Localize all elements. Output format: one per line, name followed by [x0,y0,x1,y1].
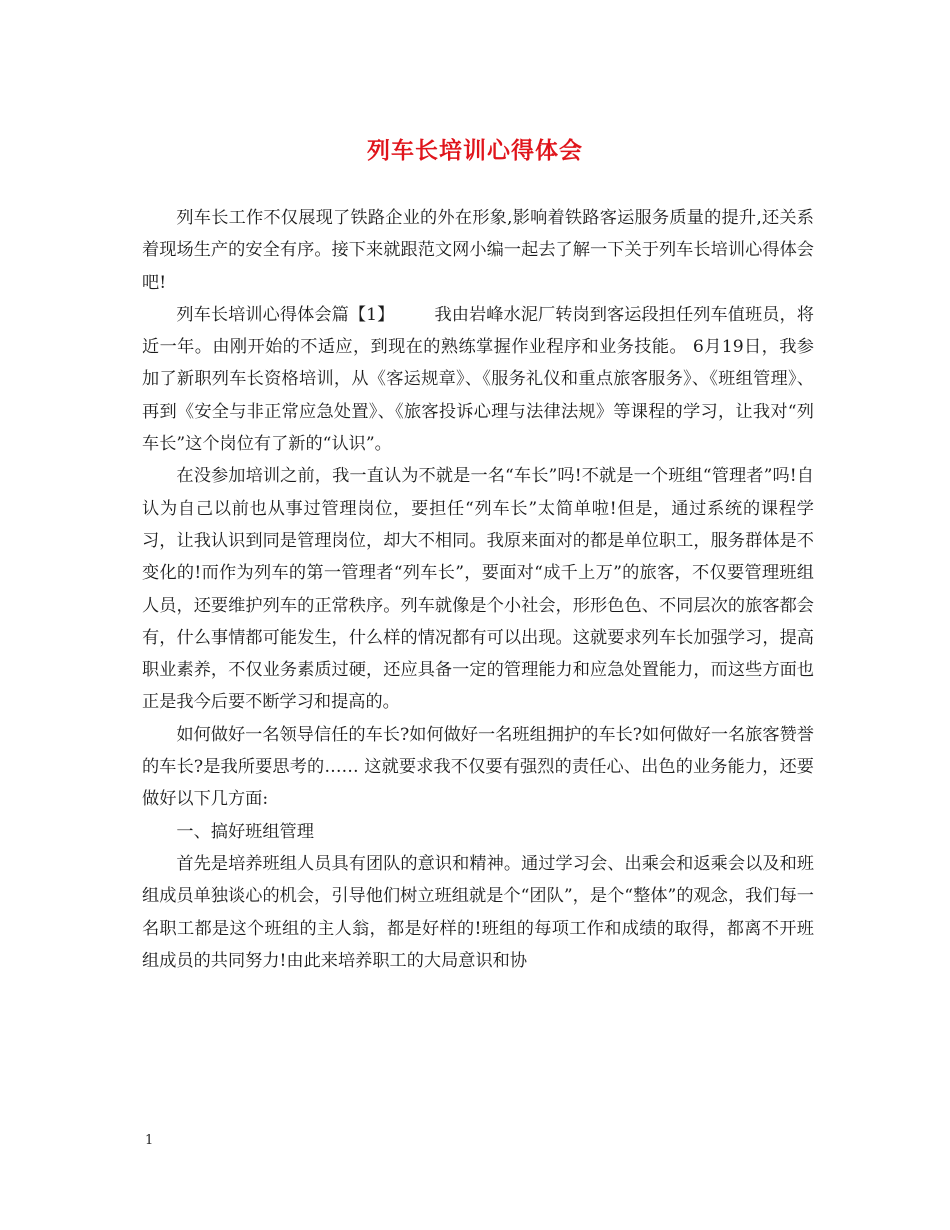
document-title: 列车长培训心得体会 [367,137,583,164]
document-body [142,202,814,977]
paragraph-intro: 列车长工作不仅展现了铁路企业的外在形象,影响着铁路客运服务质量的提升,还关系着现场生产的安全有序。接下来就跟范文网小编一起去了解一下关于列车长培训心得体会吧! [142,208,814,293]
paragraph-questions: 如何做好一名领导信任的车长?如何做好一名班组拥护的车长?如何做好一名旅客赞誉的车长?是我所要思考的…… 这就要求我不仅要有强烈的责任心、出色的业务能力，还要做好以下几方面: [142,724,814,810]
paragraph-before-training: 在没参加培训之前，我一直认为不就是一名“车长”吗!不就是一个班组“管理者”吗!自认为自己以前也从事过管理岗位，要担任“列车长”太简单啦!但是，通过系统的课程学习，让我认识到同是管理岗位，却大不相同。我原来面对的都是单位职工，服务群体是不变化的!而作为列车的第一管理者“列车长”，要面对“成千上万”的旅客，不仅要管理班组人员，还要维护列车的正常秩序。列车就像是个小社会，形形色色、不同层次的旅客都会有，什么事情都可能发生，什么样的情况都有可以出现。这就要求列车长加强学习，提高职业素养，不仅业务素质过硬，还应具备一定的管理能力和应急处置能力，而这些方面也正是我今后要不断学习和提高的。 [142,466,814,713]
page-number: 1 [145,1133,154,1148]
paragraph-article-1: 列车长培训心得体会篇【1】 我由岩峰水泥厂转岗到客运段担任列车值班员，将近一年。由刚开始的不适应，到现在的熟练掌握作业程序和业务技能。 6月19日，我参加了新职列车长资格培训，从《客运规章》、《服务礼仪和重点旅客服务》、《班组管理》、再到《安全与非正常应急处置》、《旅客投诉心理与法律法规》等课程的学习，让我对“列车长”这个岗位有了新的“认识”。 [142,304,814,455]
paragraph-team-spirit: 首先是培养班组人员具有团队的意识和精神。通过学习会、出乘会和返乘会以及和班组成员单独谈心的机会，引导他们树立班组就是个“团队”，是个“整体”的观念，我们每一名职工都是这个班组的主人翁，都是好样的!班组的每项工作和成绩的取得，都离不开班组成员的共同努力!由此来培养职工的大局意识和协 [142,853,814,971]
section-heading-team-management: 一、搞好班组管理 [176,821,314,842]
